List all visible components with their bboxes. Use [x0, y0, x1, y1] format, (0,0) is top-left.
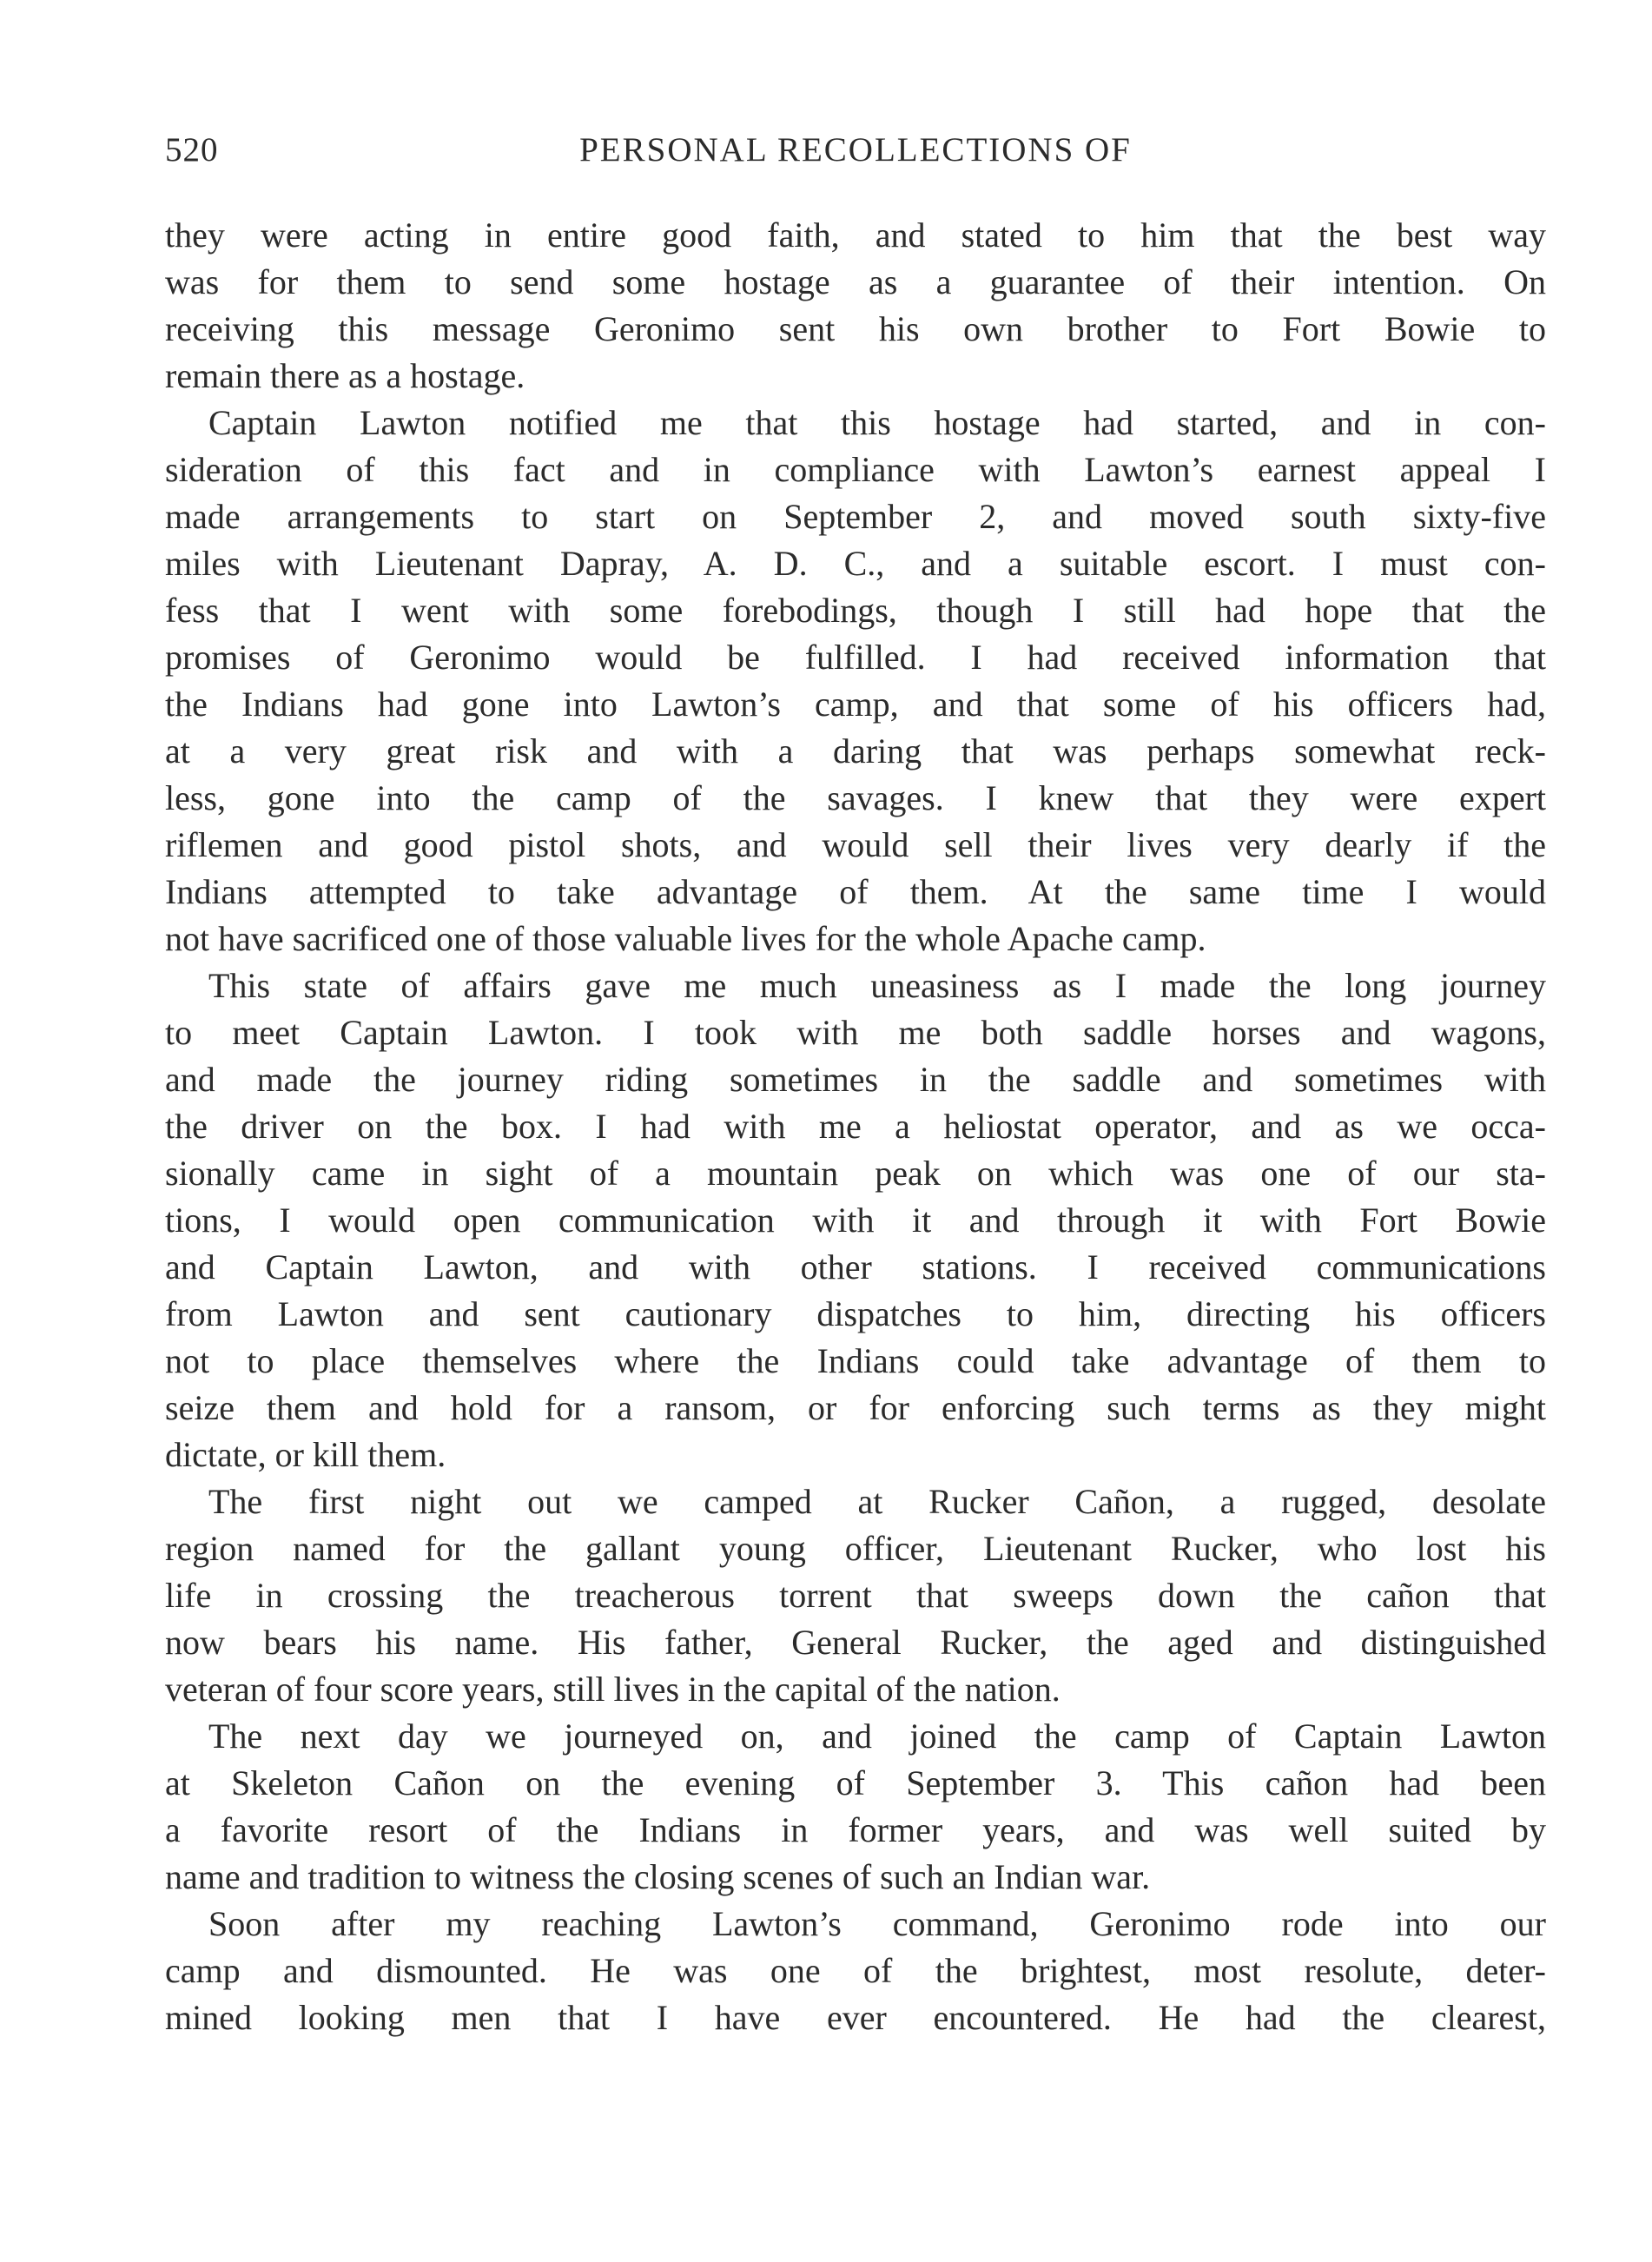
body-text	[165, 212, 1546, 2041]
text-line: name and tradition to witness the closing scenes of such an Indian war.	[165, 1857, 1151, 1896]
page-number: 520	[165, 131, 219, 169]
text-line: to meet Captain Lawton. I took with me both saddle horses and wagons,	[165, 1013, 1546, 1052]
text-line: miles with Lieutenant Dapray, A. D. C., and a suitable escort. I must con-	[165, 544, 1546, 583]
text-line: The next day we journeyed on, and joined the camp of Captain Lawton	[208, 1716, 1546, 1756]
text-line: mined looking men that I have ever encountered. He had the clearest,	[165, 1998, 1546, 2037]
text-line: Captain Lawton notified me that this hostage had started, and in con-	[208, 403, 1546, 442]
text-line: life in crossing the treacherous torrent that sweeps down the cañon that	[165, 1576, 1546, 1615]
text-line: tions, I would open communication with it and through it with Fort Bowie	[165, 1200, 1546, 1240]
text-line: and Captain Lawton, and with other stations. I received communications	[165, 1247, 1546, 1286]
text-line: fess that I went with some forebodings, though I still had hope that the	[165, 591, 1546, 630]
text-line: Soon after my reaching Lawton’s command, Geronimo rode into our	[208, 1904, 1546, 1943]
text-line: riflemen and good pistol shots, and would sell their lives very dearly if the	[165, 825, 1546, 864]
text-line: region named for the gallant young officer, Lieutenant Rucker, who lost his	[165, 1529, 1546, 1568]
text-line: sionally came in sight of a mountain peak on which was one of our sta-	[165, 1154, 1546, 1193]
text-line: made arrangements to start on September 2, and moved south sixty-five	[165, 497, 1546, 536]
text-line: at a very great risk and with a daring that was perhaps somewhat reck-	[165, 731, 1546, 771]
text-line: not to place themselves where the Indians could take advantage of them to	[165, 1341, 1546, 1380]
text-line: camp and dismounted. He was one of the brightest, most resolute, deter-	[165, 1951, 1546, 1990]
text-line: a favorite resort of the Indians in former years, and was well suited by	[165, 1810, 1546, 1849]
text-line: the driver on the box. I had with me a heliostat operator, and as we occa-	[165, 1107, 1546, 1146]
text-line: dictate, or kill them.	[165, 1435, 446, 1474]
text-line: sideration of this fact and in compliance with Lawton’s earnest appeal I	[165, 450, 1546, 489]
text-line: not have sacrificed one of those valuable lives for the whole Apache camp.	[165, 919, 1206, 958]
text-line: remain there as a hostage.	[165, 356, 525, 395]
text-line: was for them to send some hostage as a guarantee of their intention. On	[165, 262, 1546, 301]
text-line: now bears his name. His father, General Rucker, the aged and distinguished	[165, 1623, 1546, 1662]
text-line: promises of Geronimo would be fulfilled. I had received information that	[165, 638, 1546, 677]
text-line: and made the journey riding sometimes in the saddle and sometimes with	[165, 1060, 1546, 1099]
text-line: Indians attempted to take advantage of them. At the same time I would	[165, 872, 1546, 911]
text-line: receiving this message Geronimo sent his own brother to Fort Bowie to	[165, 309, 1546, 348]
text-line: seize them and hold for a ransom, or for enforcing such terms as they might	[165, 1388, 1546, 1427]
text-line: less, gone into the camp of the savages. I knew that they were expert	[165, 778, 1546, 817]
text-line: This state of affairs gave me much uneasiness as I made the long journey	[208, 966, 1546, 1005]
text-line: the Indians had gone into Lawton’s camp, and that some of his officers had,	[165, 685, 1546, 724]
text-line: veteran of four score years, still lives in the capital of the nation.	[165, 1670, 1061, 1709]
running-title: PERSONAL RECOLLECTIONS OF	[579, 131, 1132, 169]
text-line: they were acting in entire good faith, and stated to him that the best way	[165, 215, 1546, 255]
text-line: from Lawton and sent cautionary dispatches to him, directing his officers	[165, 1294, 1546, 1333]
text-line: The first night out we camped at Rucker Cañon, a rugged, desolate	[208, 1482, 1546, 1521]
text-line: at Skeleton Cañon on the evening of September 3. This cañon had been	[165, 1763, 1546, 1802]
running-head	[165, 130, 1546, 182]
